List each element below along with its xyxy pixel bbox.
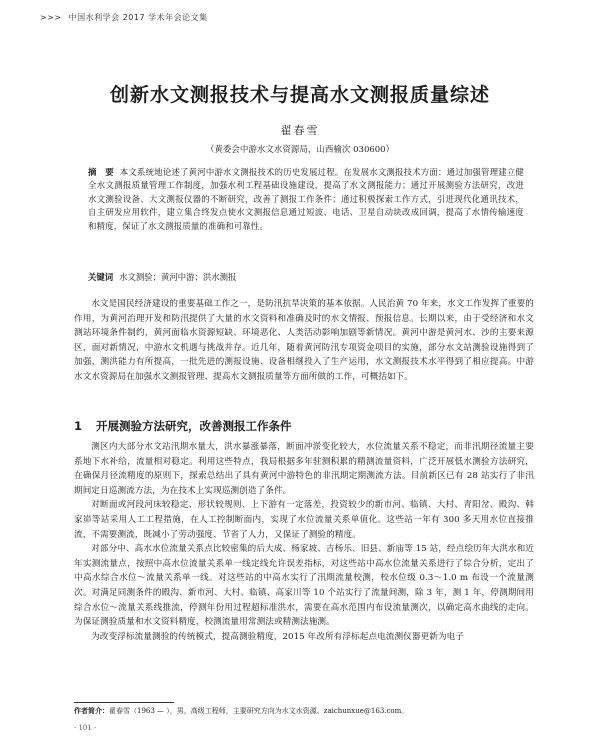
- author-name: 翟春雪: [280, 124, 320, 137]
- footnote-label: 作者简介：: [74, 707, 109, 715]
- section-paragraph: 为改变浮标流量测验的传统模式，提高测验精度，2015 年改所有浮标起点电流测仪器更新为电子: [91, 631, 465, 642]
- keywords-label: 关键词: [88, 272, 114, 282]
- paper-title: 创新水文测报技术与提高水文测报质量综述: [109, 84, 490, 106]
- keywords: [88, 271, 524, 283]
- section-body: [74, 440, 534, 644]
- abstract-text: 本文系统地论述了黄河中游水文测报技术的历史发展过程。在发展水文测报技术方面：通过加强管理建立健全水文测报质量管理工作制度，加强水利工程基础设施建设，提高了水文测报能力；通过开展测验方法研究，改进水文测验设备、大文测报仪器的不断研究，改善了测报工作条件；通过积极探索工作方式，引进现代化通讯技术，自主研发应用软件，建立集合终发点使水文测报信息通过短波、电话、卫星自动块改成回调，提高了水情传输速度和精度，保证了水文测报质量的准确和可靠性。: [88, 167, 524, 231]
- footnote-text: 翟春雪（1963 — ），男，高级工程师，主要研究方向为水文水资源。zaichunxue@163.com。: [109, 707, 409, 715]
- running-head-text: 中国水利学会 2017 学术年会论文集: [68, 13, 208, 22]
- running-head-marks: >>>: [40, 13, 62, 22]
- author-affiliation: （黄委会中游水文水资源局，山西榆次 030600）: [205, 145, 395, 155]
- section-paragraph: 对部分中、高水水位流量关系点比较密集的后大成、杨家坡、吉杨乐、旧县、新庙等 15 站，经点绘历年大洪水和近年实测流量点，按照中高水位流量关系单一线定线允许误差指标，对这些站中高水位流量关系进行了综合分析，定出了中高水综合水位～流量关系单一线。对这些站的中高水实行了汛期流量校测，校水位级 0.3～1.0 m 布设一个流量测次。对满足同测条件的殿沟、新市河、大村、临镇、高家川等 10 个站实行了流量间测，除 3 年，测 1 年，停测期间用综合水位～流量关系线推流，停测年份用过程超标准洪水，需要在高水范围内布设流量测次，以确定高水曲线的走向。为保证测验质量和水文资料精度，校测流量用常测法或精测法施测。: [74, 544, 534, 628]
- abstract-label: 摘 要: [88, 167, 114, 177]
- section-title: 开展测验方法研究，改善测报工作条件: [96, 419, 292, 433]
- footnote: [74, 706, 408, 716]
- abstract: [88, 166, 524, 233]
- section-heading: [74, 418, 292, 434]
- footnote-divider: [74, 702, 174, 703]
- running-head: [40, 12, 208, 23]
- section-paragraph: 对断面或河段河床较稳定、形状较规则、上下游有一定落差，投资较少的新市河、临镇、大村、青阳岔、殿沟、韩家峁等站采用人工工程措施，在人工控制断面内，实现了水位流量关系单值化。这些站一年有 300 多天用水位直接推流，不需要测流，既减小了劳动强度、节省了人力，又保证了测验的精度。: [74, 500, 534, 540]
- page-number: · 101 ·: [74, 724, 97, 732]
- intro-section: [74, 297, 534, 385]
- intro-paragraph: 水文是国民经济建设的重要基础工作之一，是防汛抗旱决策的基本依据。人民治黄 70 年来，水文工作发挥了重要的作用，为黄河治理开发和防汛提供了大量的水文资料和准确及时的水文情报、预报信息。长期以来，由于受经济和水文测站环境条件制约，黄河面临水资源短缺、环境恶化、人类活动影响加剧等新情况。黄河中游是黄河水、沙的主要来源区，面对新情况，中游水文机遇与挑战并存。近几年，随着黄河防汛专项资金项目的实施，部分水文站测验设施得到了加强，测洪能力有所提高，一批先进的测报设施、设备相继投入了生产运用，水文测报技术水平得到了相应提高。中游水文水资源局在加强水文测报管理、提高水文测报质量等方面所做的工作，可概括如下。: [74, 299, 534, 382]
- keywords-text: 水文测验；黄河中游；洪水测报: [119, 272, 237, 282]
- section-number: 1: [74, 419, 83, 433]
- section-paragraph: 测区内大部分水文站汛期水量大，洪水暴涨暴落，断面冲淤变化较大，水位流量关系不稳定，而非汛期径流量主要系地下水补给，流量相对稳定。利用这些特点，我局根据多年驻测积累的精测流量资料，广泛开展低水测验方法研究，在确保月径流精度的原则下，探索总结出了具有黄河中游特色的非汛期定期测流方法。目前新区已有 28 站实行了非汛期间定日巡测流方法，为在技术上实现巡测创造了条件。: [74, 442, 534, 496]
